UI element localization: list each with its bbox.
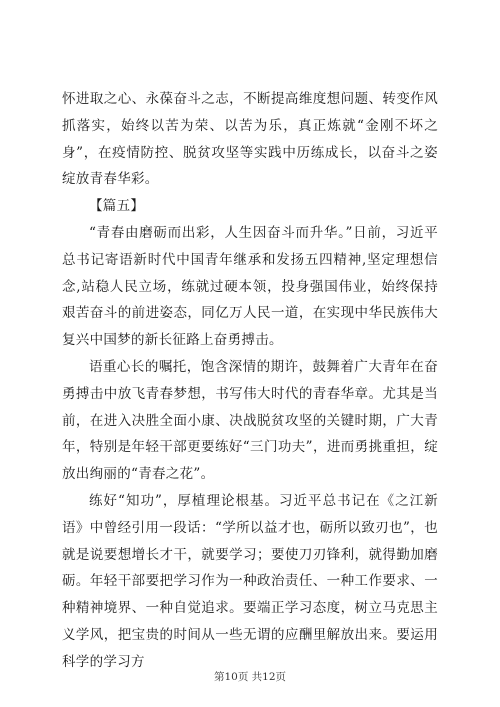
section-heading: 【篇五】 xyxy=(89,198,145,215)
page-footer: 第10页 共12页 xyxy=(213,671,287,683)
document-body xyxy=(62,86,438,676)
paragraph: 练好“知功”，厚植理论根基。习近平总书记在《之江新语》中曾经引用一段话：“学所以益才也，砺所以致刃也”，也就是说要想增长才干，就要学习；要使刀刃锋利，就得勤加磨砺。年轻干部要把学习作为一种政治责任、一种工作要求、一种精神境界、一种自觉追求。要端正学习态度，树立马克思主义学风，把宝贵的时间从一些无谓的应酬里解放出来。要运用科学的学习方 xyxy=(62,492,438,670)
paragraph: “青春由磨砺而出彩，人生因奋斗而升华。”日前，习近平总书记寄语新时代中国青年继承和发扬五四精神,坚定理想信念,站稳人民立场，练就过硬本领，投身强国伟业，始终保持艰苦奋斗的前进姿态，同亿万人民一道，在实现中华民族伟大复兴中国梦的新长征路上奋勇搏击。 xyxy=(62,224,438,349)
paragraph: 语重心长的嘱托，饱含深情的期许，鼓舞着广大青年在奋勇搏击中放飞青春梦想，书写伟大时代的青春华章。尤其是当前，在进入决胜全面小康、决战脱贫攻坚的关键时期，广大青年，特别是年轻干部更要练好“三门功夫”，进而勇挑重担，绽放出绚丽的“青春之花”。 xyxy=(62,358,438,483)
paragraph-continuation: 怀进取之心、永葆奋斗之志，不断提高维度想问题、转变作风抓落实，始终以苦为荣、以苦为乐，真正炼就“金刚不坏之身”，在疫情防控、脱贫攻坚等实践中历练成长，以奋斗之姿绽放青春华彩。 xyxy=(62,91,438,188)
